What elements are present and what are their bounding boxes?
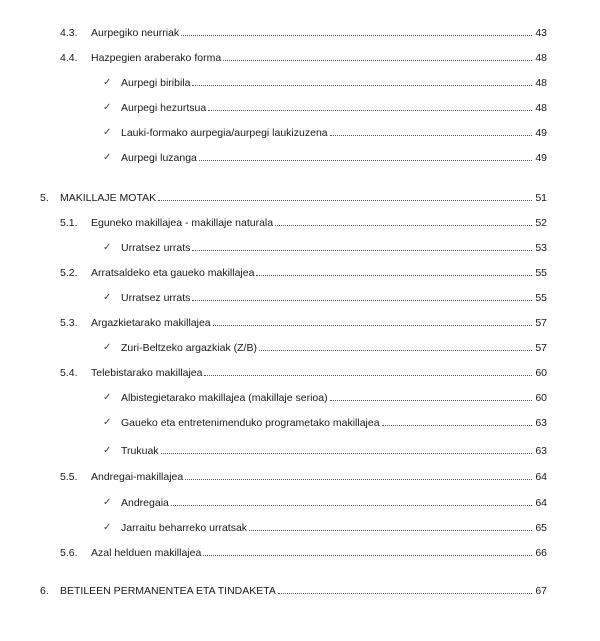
- dot-leader: [275, 224, 532, 226]
- entry-line: [121, 75, 547, 91]
- dot-leader: [161, 452, 532, 454]
- entry-title: MAKILLAJE MOTAK: [60, 192, 157, 204]
- toc-entry-albistegietarako[interactable]: [0, 390, 600, 406]
- toc-entry-4-3[interactable]: [0, 25, 600, 41]
- entry-line: [91, 265, 547, 281]
- entry-line: [121, 443, 547, 459]
- toc-entry-aurpegi-biribila[interactable]: [0, 75, 600, 91]
- section-number: 5.5.: [60, 471, 78, 483]
- entry-line: [91, 25, 547, 41]
- entry-line: [121, 520, 547, 536]
- toc-entry-zuri-beltzeko[interactable]: [0, 340, 600, 356]
- page-number: 64: [535, 497, 547, 509]
- section-number: 4.4.: [60, 52, 78, 64]
- entry-title: Aurpegi hezurtsua: [121, 102, 207, 114]
- toc-entry-4-4[interactable]: [0, 50, 600, 66]
- dot-leader: [185, 478, 532, 480]
- entry-title: Gaueko eta entretenimenduko programetako makillajea: [121, 417, 380, 429]
- entry-title: Jarraitu beharreko urratsak: [121, 522, 248, 534]
- dot-leader: [181, 34, 532, 36]
- toc-entry-jarraitu-beharreko-urratsak[interactable]: [0, 520, 600, 536]
- checkmark-icon: ✓: [103, 152, 112, 163]
- entry-line: [60, 190, 547, 206]
- entry-title: Urratsez urrats: [121, 292, 191, 304]
- section-number: 5.3.: [60, 317, 78, 329]
- toc-entry-5-1[interactable]: [0, 215, 600, 231]
- checkmark-icon: ✓: [103, 242, 112, 253]
- page-number: 55: [535, 267, 547, 279]
- section-number: 5.6.: [60, 547, 78, 559]
- dot-leader: [158, 199, 532, 201]
- dot-leader: [278, 592, 532, 594]
- dot-leader: [192, 249, 532, 251]
- toc-entry-5[interactable]: [0, 190, 600, 206]
- entry-line: [60, 583, 547, 599]
- entry-title: Aurpegi luzanga: [121, 152, 197, 164]
- entry-line: [91, 469, 547, 485]
- dot-leader: [330, 134, 532, 136]
- dot-leader: [171, 504, 532, 506]
- entry-title: Urratsez urrats: [121, 242, 191, 254]
- toc-entry-lauki-formako[interactable]: [0, 125, 600, 141]
- toc-entry-aurpegi-hezurtsua[interactable]: [0, 100, 600, 116]
- entry-title: Telebistarako makillajea: [91, 367, 203, 379]
- entry-title: Azal helduen makillajea: [91, 547, 202, 559]
- entry-line: [121, 495, 547, 511]
- checkmark-icon: ✓: [103, 292, 112, 303]
- toc-entry-gaueko-eta-entretenimenduko[interactable]: [0, 415, 600, 431]
- entry-title: Albistegietarako makillajea (makillaje serioa): [121, 392, 328, 404]
- page-number: 66: [535, 547, 547, 559]
- entry-line: [121, 125, 547, 141]
- dot-leader: [223, 59, 532, 61]
- toc-entry-5-4[interactable]: [0, 365, 600, 381]
- page-number: 67: [535, 585, 547, 597]
- page-number: 60: [535, 392, 547, 404]
- checkmark-icon: ✓: [103, 497, 112, 508]
- toc-entry-aurpegi-luzanga[interactable]: [0, 150, 600, 166]
- entry-line: [91, 545, 547, 561]
- checkmark-icon: ✓: [103, 392, 112, 403]
- entry-line: [121, 290, 547, 306]
- section-number: 5.2.: [60, 267, 78, 279]
- toc-entry-trukuak[interactable]: [0, 443, 600, 459]
- section-number: 5.1.: [60, 217, 78, 229]
- dot-leader: [199, 159, 532, 161]
- entry-title: Aurpegi biribila: [121, 77, 191, 89]
- entry-title: Andregai-makillajea: [91, 471, 184, 483]
- dot-leader: [192, 299, 532, 301]
- toc-entry-5-3[interactable]: [0, 315, 600, 331]
- dot-leader: [259, 349, 532, 351]
- dot-leader: [203, 554, 532, 556]
- entry-line: [121, 150, 547, 166]
- page-number: 51: [535, 192, 547, 204]
- entry-line: [91, 50, 547, 66]
- entry-title: Zuri-Beltzeko argazkiak (Z/B): [121, 342, 257, 354]
- dot-leader: [213, 324, 532, 326]
- page-number: 63: [535, 417, 547, 429]
- entry-line: [121, 390, 547, 406]
- page-number: 43: [535, 27, 547, 39]
- section-number: 5.4.: [60, 367, 78, 379]
- checkmark-icon: ✓: [103, 127, 112, 138]
- dot-leader: [382, 424, 532, 426]
- checkmark-icon: ✓: [103, 77, 112, 88]
- toc-entry-urratsez-urrats-2[interactable]: [0, 290, 600, 306]
- dot-leader: [208, 109, 532, 111]
- entry-line: [121, 100, 547, 116]
- dot-leader: [330, 399, 532, 401]
- entry-line: [91, 215, 547, 231]
- toc-entry-urratsez-urrats-1[interactable]: [0, 240, 600, 256]
- section-number: 4.3.: [60, 27, 78, 39]
- entry-title: BETILEEN PERMANENTEA ETA TINDAKETA: [60, 585, 276, 597]
- page-number: 55: [535, 292, 547, 304]
- entry-title: Eguneko makillajea - makillaje naturala: [91, 217, 274, 229]
- page-number: 60: [535, 367, 547, 379]
- entry-title: Trukuak: [121, 445, 159, 457]
- page-number: 48: [535, 52, 547, 64]
- toc-entry-5-5[interactable]: [0, 469, 600, 485]
- toc-entry-andregaia[interactable]: [0, 495, 600, 511]
- toc-entry-5-6[interactable]: [0, 545, 600, 561]
- toc-entry-6[interactable]: [0, 583, 600, 599]
- page-number: 57: [535, 342, 547, 354]
- entry-title: Andregaia: [121, 497, 169, 509]
- entry-title: Arratsaldeko eta gaueko makillajea: [91, 267, 255, 279]
- entry-line: [121, 240, 547, 256]
- checkmark-icon: ✓: [103, 102, 112, 113]
- page-number: 64: [535, 471, 547, 483]
- page-number: 48: [535, 102, 547, 114]
- checkmark-icon: ✓: [103, 417, 112, 428]
- checkmark-icon: ✓: [103, 522, 112, 533]
- page-number: 53: [535, 242, 547, 254]
- entry-title: Argazkietarako makillajea: [91, 317, 211, 329]
- entry-title: Hazpegien araberako forma: [91, 52, 222, 64]
- page-number: 49: [535, 152, 547, 164]
- section-number: 6.: [40, 585, 49, 597]
- checkmark-icon: ✓: [103, 445, 112, 456]
- checkmark-icon: ✓: [103, 342, 112, 353]
- page-number: 57: [535, 317, 547, 329]
- toc-entry-5-2[interactable]: [0, 265, 600, 281]
- page-number: 65: [535, 522, 547, 534]
- dot-leader: [192, 84, 532, 86]
- page-number: 63: [535, 445, 547, 457]
- dot-leader: [256, 274, 532, 276]
- entry-line: [91, 315, 547, 331]
- entry-line: [91, 365, 547, 381]
- entry-title: Lauki-formako aurpegia/aurpegi laukizuzena: [121, 127, 328, 139]
- page-number: 49: [535, 127, 547, 139]
- dot-leader: [204, 374, 532, 376]
- entry-line: [121, 415, 547, 431]
- page-number: 52: [535, 217, 547, 229]
- dot-leader: [249, 529, 532, 531]
- section-number: 5.: [40, 192, 49, 204]
- page-number: 48: [535, 77, 547, 89]
- entry-line: [121, 340, 547, 356]
- entry-title: Aurpegiko neurriak: [91, 27, 180, 39]
